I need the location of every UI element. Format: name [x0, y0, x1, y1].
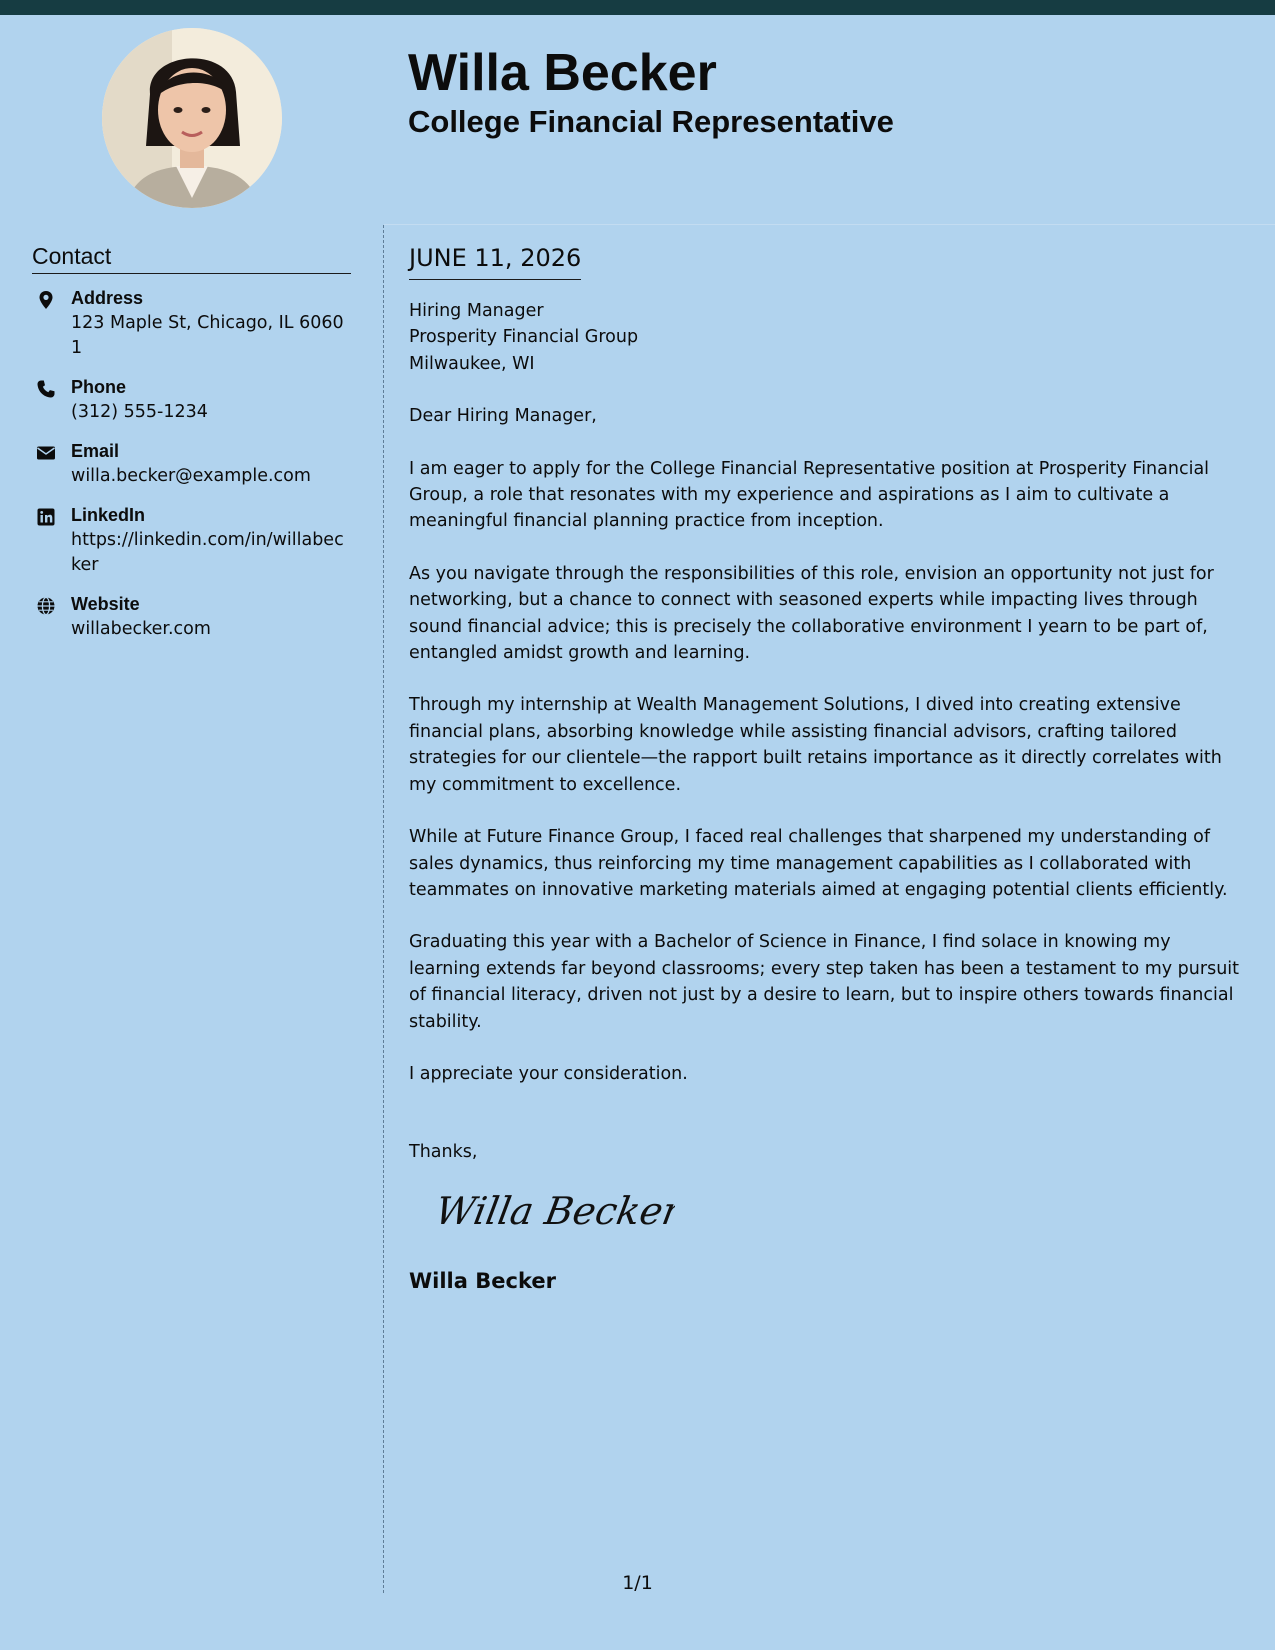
recipient-line: Milwaukee, WI — [409, 353, 535, 374]
page-number: 1/1 — [622, 1572, 653, 1594]
globe-icon — [36, 596, 56, 616]
contact-phone — [32, 375, 351, 425]
email-label: Email — [71, 441, 120, 461]
closing: Thanks, — [409, 1142, 478, 1163]
body-paragraph: Through my internship at Wealth Management Solutions, I dived into creating extensive financial plans, absorbing knowledge while assisting financial advisors, crafting tailored strategies for our clientele—the rapport built retains importance as it directly correlates with my commitment to excellence. — [409, 695, 1222, 795]
column-divider — [383, 225, 384, 1593]
phone-value: (312) 555-1234 — [71, 402, 208, 422]
contact-address — [32, 286, 351, 361]
envelope-icon — [36, 443, 56, 463]
website-label: Website — [71, 594, 140, 614]
signature — [435, 1182, 1247, 1250]
applicant-name: Willa Becker — [408, 44, 717, 102]
address-label: Address — [71, 288, 144, 308]
header-divider — [384, 224, 1275, 225]
contact-website — [32, 592, 351, 642]
phone-icon — [36, 379, 56, 399]
address-value: 123 Maple St, Chicago, IL 60601 — [71, 313, 344, 358]
contact-sidebar — [32, 240, 351, 656]
salutation: Dear Hiring Manager, — [409, 406, 597, 427]
body-paragraph: I appreciate your consideration. — [409, 1063, 688, 1084]
signature-script: Willa Becker — [435, 1189, 675, 1234]
profile-photo — [102, 28, 282, 208]
cover-letter-body — [409, 241, 1247, 1296]
letter-date: JUNE 11, 2026 — [409, 241, 581, 280]
contact-heading: Contact — [32, 240, 351, 274]
job-title: College Financial Representative — [408, 104, 894, 139]
linkedin-icon — [36, 507, 56, 527]
contact-email — [32, 439, 351, 489]
top-accent-bar — [0, 0, 1275, 15]
linkedin-url[interactable]: https://linkedin.com/in/willabecker — [71, 530, 344, 575]
recipient-block — [409, 298, 1247, 377]
recipient-line: Hiring Manager — [409, 301, 544, 321]
phone-label: Phone — [71, 377, 127, 397]
contact-linkedin — [32, 503, 351, 578]
body-paragraph: As you navigate through the responsibilities of this role, envision an opportunity not just for networking, but a chance to connect with seasoned experts while impacting lives through sound financial advice; this is precisely the collaborative environment I yearn to be part of, entangled amidst growth and learning. — [409, 563, 1214, 664]
linkedin-label: LinkedIn — [71, 505, 146, 525]
website-url[interactable]: willabecker.com — [71, 619, 211, 639]
map-pin-icon — [36, 290, 56, 310]
body-paragraph: Graduating this year with a Bachelor of Science in Finance, I find solace in knowing my learning extends far beyond classrooms; every step taken has been a testament to my pursuit of financial literacy, driven not just by a desire to learn, but to inspire others towards financial stability. — [409, 932, 1240, 1032]
signer-name: Willa Becker — [409, 1269, 556, 1294]
email-value: willa.becker@example.com — [71, 466, 311, 486]
recipient-line: Prosperity Financial Group — [409, 327, 639, 348]
body-paragraph: While at Future Finance Group, I faced real challenges that sharpened my understanding of sales dynamics, thus reinforcing my time management capabilities as I collaborated with teammates on innovative marketing materials aimed at engaging potential clients efficiently. — [409, 827, 1228, 900]
body-paragraph: I am eager to apply for the College Financial Representative position at Prosperity Financial Group, a role that resonates with my experience and aspirations as I aim to cultivate a meaningful financial planning practice from inception. — [409, 458, 1210, 532]
